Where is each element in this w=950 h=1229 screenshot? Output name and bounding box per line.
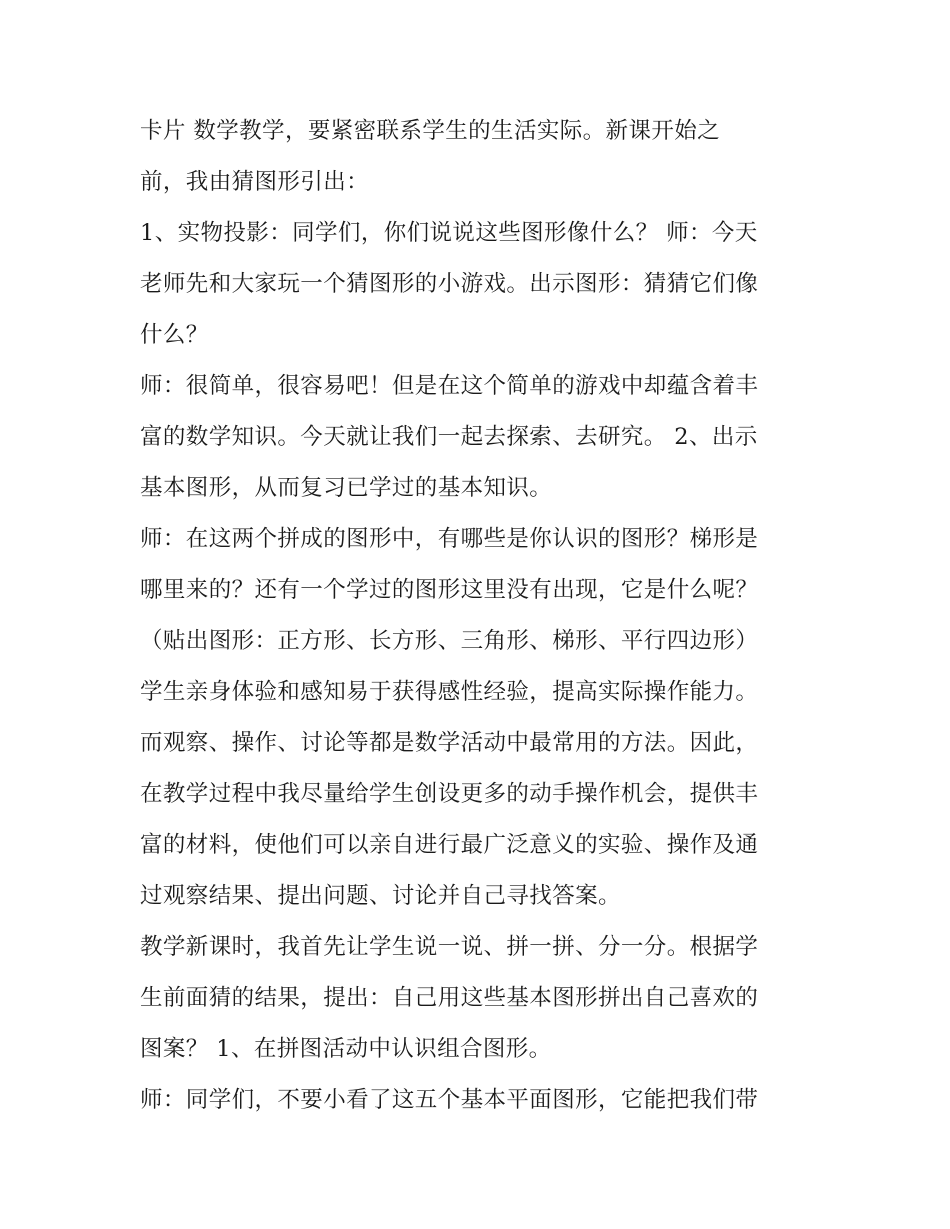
text-line: 学生亲身体验和感知易于获得感性经验，提高实际操作能力。: [140, 679, 759, 705]
text-line: 哪里来的？还有一个学过的图形这里没有出现，它是什么呢？: [140, 577, 759, 603]
text-line: 生前面猜的结果，提出：自己用这些基本图形拼出自己喜欢的: [140, 985, 759, 1011]
text-line: 过观察结果、提出问题、讨论并自己寻找答案。: [140, 883, 621, 909]
text-line: （贴出图形：正方形、长方形、三角形、梯形、平行四边形）: [140, 628, 759, 654]
text-line: 老师先和大家玩一个猜图形的小游戏。出示图形：猜猜它们像: [140, 271, 759, 297]
text-line: 而观察、操作、讨论等都是数学活动中最常用的方法。因此，: [140, 730, 759, 756]
text-line: 1、实物投影：同学们，你们说说这些图形像什么？ 师：今天: [140, 220, 758, 246]
text-line: 师：同学们，不要小看了这五个基本平面图形，它能把我们带: [140, 1087, 759, 1113]
text-line: 师：在这两个拼成的图形中，有哪些是你认识的图形？梯形是: [140, 526, 759, 552]
body-text: [140, 106, 830, 1126]
text-line: 富的数学知识。今天就让我们一起去探索、去研究。 2、出示: [140, 424, 758, 450]
text-line: 教学新课时，我首先让学生说一说、拼一拼、分一分。根据学: [140, 934, 759, 960]
text-line: 前，我由猜图形引出：: [140, 169, 370, 195]
text-line: 基本图形，从而复习已学过的基本知识。: [140, 475, 553, 501]
text-line: 什么？: [140, 322, 209, 348]
text-line: 富的材料，使他们可以亲自进行最广泛意义的实验、操作及通: [140, 832, 759, 858]
text-line: 师：很简单，很容易吧！但是在这个简单的游戏中却蕴含着丰: [140, 373, 759, 399]
text-line: 卡片 数学教学，要紧密联系学生的生活实际。新课开始之: [140, 118, 721, 144]
text-line: 在教学过程中我尽量给学生创设更多的动手操作机会，提供丰: [140, 781, 759, 807]
text-line: 图案？ 1、在拼图活动中认识组合图形。: [140, 1036, 552, 1062]
